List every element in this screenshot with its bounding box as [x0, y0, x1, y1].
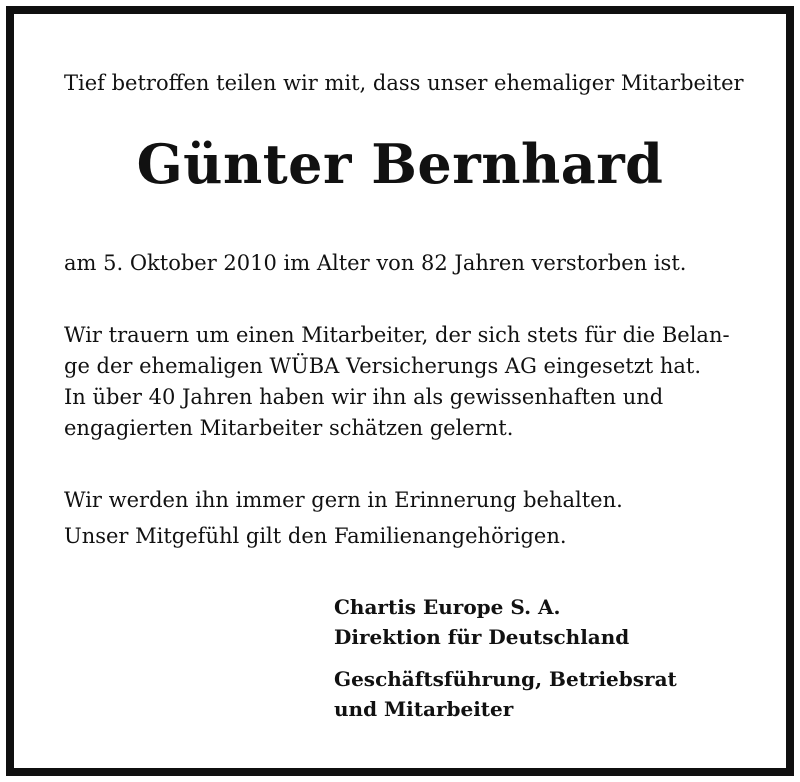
remembrance-paragraph: [64, 482, 736, 554]
obituary-frame: [6, 6, 794, 776]
obituary-content: [64, 64, 744, 728]
tribute-line: engagierten Mitarbeiter schätzen gelernt.: [64, 416, 514, 440]
death-date-text: am 5. Oktober 2010 im Alter von 82 Jahren verstorben ist.: [64, 251, 687, 275]
signature-staff: und Mitarbeiter: [334, 697, 514, 721]
signature-division: Direktion für Deutschland: [334, 625, 630, 649]
remembrance-line: Wir werden ihn immer gern in Erinnerung behalten.: [64, 488, 623, 512]
tribute-paragraph: [64, 320, 736, 444]
sympathy-line: Unser Mitgefühl gilt den Familienangehörigen.: [64, 524, 567, 548]
tribute-line: ge der ehemaligen WÜBA Versicherungs AG eingesetzt hat.: [64, 354, 702, 378]
signature-block: [334, 592, 677, 724]
signature-company: Chartis Europe S. A.: [334, 595, 561, 619]
deceased-name: Günter Bernhard: [136, 132, 664, 196]
tribute-line: Wir trauern um einen Mitarbeiter, der sich stets für die Belan-: [64, 323, 730, 347]
signature-management: Geschäftsführung, Betriebsrat: [334, 667, 677, 691]
intro-text: Tief betroffen teilen wir mit, dass unser ehemaliger Mitarbeiter: [64, 71, 744, 95]
tribute-line: In über 40 Jahren haben wir ihn als gewissenhaften und: [64, 385, 664, 409]
